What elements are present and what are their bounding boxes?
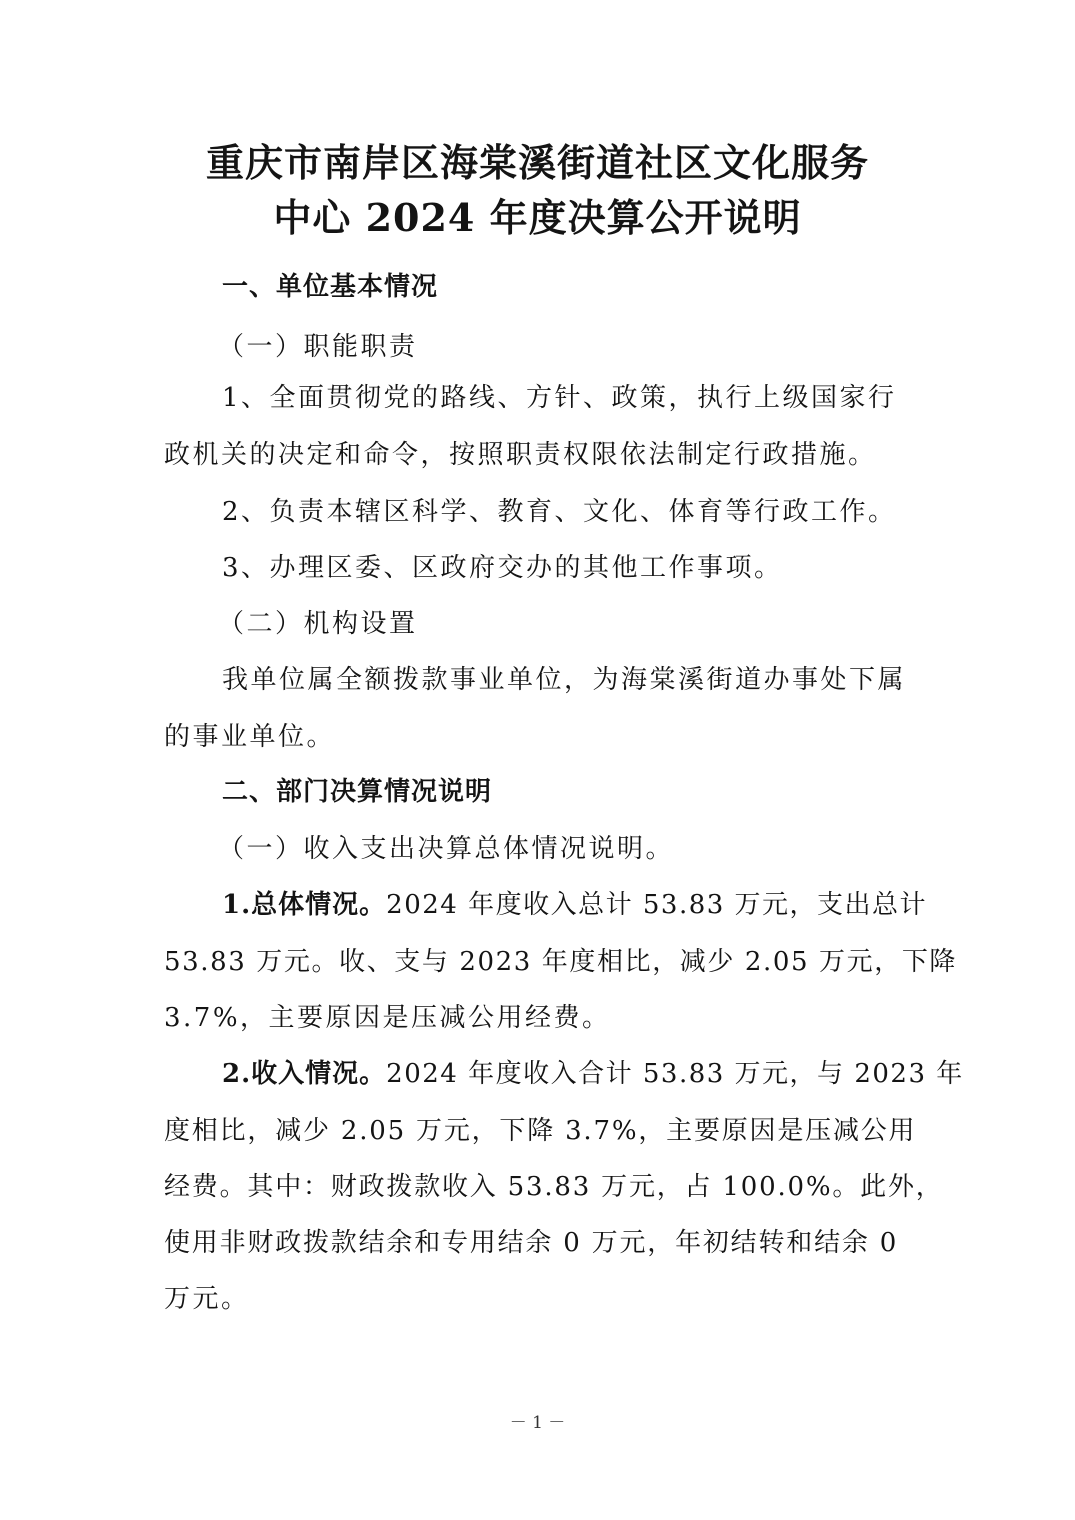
subheading-organization: （二）机构设置 [218,609,418,639]
duty-3: 3、办理区委、区政府交办的其他工作事项。 [222,553,783,583]
overall-paragraph-line3: 3.7%，主要原因是压减公用经费。 [164,1003,611,1033]
duty-2: 2、负责本辖区科学、教育、文化、体育等行政工作。 [222,497,897,527]
duty-1-line2: 政机关的决定和命令，按照职责权限依法制定行政措施。 [164,440,877,470]
subheading-duties: （一）职能职责 [218,332,418,362]
organization-line1: 我单位属全额拨款事业单位，为海棠溪街道办事处下属 [222,665,907,695]
section-heading-budget: 二、部门决算情况说明 [222,777,493,807]
document-title-line2: 中心 2024 年度决算公开说明 [273,195,802,240]
income-paragraph-line1 [222,1053,982,1090]
income-paragraph-line3: 经费。其中：财政拨款收入 53.83 万元，占 100.0%。此外， [164,1172,944,1202]
section-heading-basic-info: 一、单位基本情况 [222,272,439,302]
organization-line2: 的事业单位。 [164,722,336,752]
overall-label: 1.总体情况。 [222,890,387,920]
income-label: 2.收入情况。 [222,1059,387,1089]
income-paragraph-line2: 度相比，减少 2.05 万元，下降 3.7%，主要原因是压减公用 [164,1116,917,1146]
overall-paragraph-line2: 53.83 万元。收、支与 2023 年度相比，减少 2.05 万元，下降 [164,947,958,977]
overall-text-1: 2024 年度收入总计 53.83 万元，支出总计 [386,890,928,920]
overall-paragraph-line1 [222,884,982,921]
income-paragraph-line4: 使用非财政拨款结余和专用结余 0 万元，年初结转和结余 0 [164,1228,899,1258]
income-text-1: 2024 年度收入合计 53.83 万元，与 2023 年 [386,1059,964,1089]
document-title-line1: 重庆市南岸区海棠溪街道社区文化服务 [205,140,869,185]
subheading-overall: （一）收入支出决算总体情况说明。 [218,834,675,864]
income-paragraph-line5: 万元。 [164,1284,250,1314]
page-number: － 1 － [509,1413,566,1433]
duty-1-line1: 1、全面贯彻党的路线、方针、政策，执行上级国家行 [222,383,897,413]
